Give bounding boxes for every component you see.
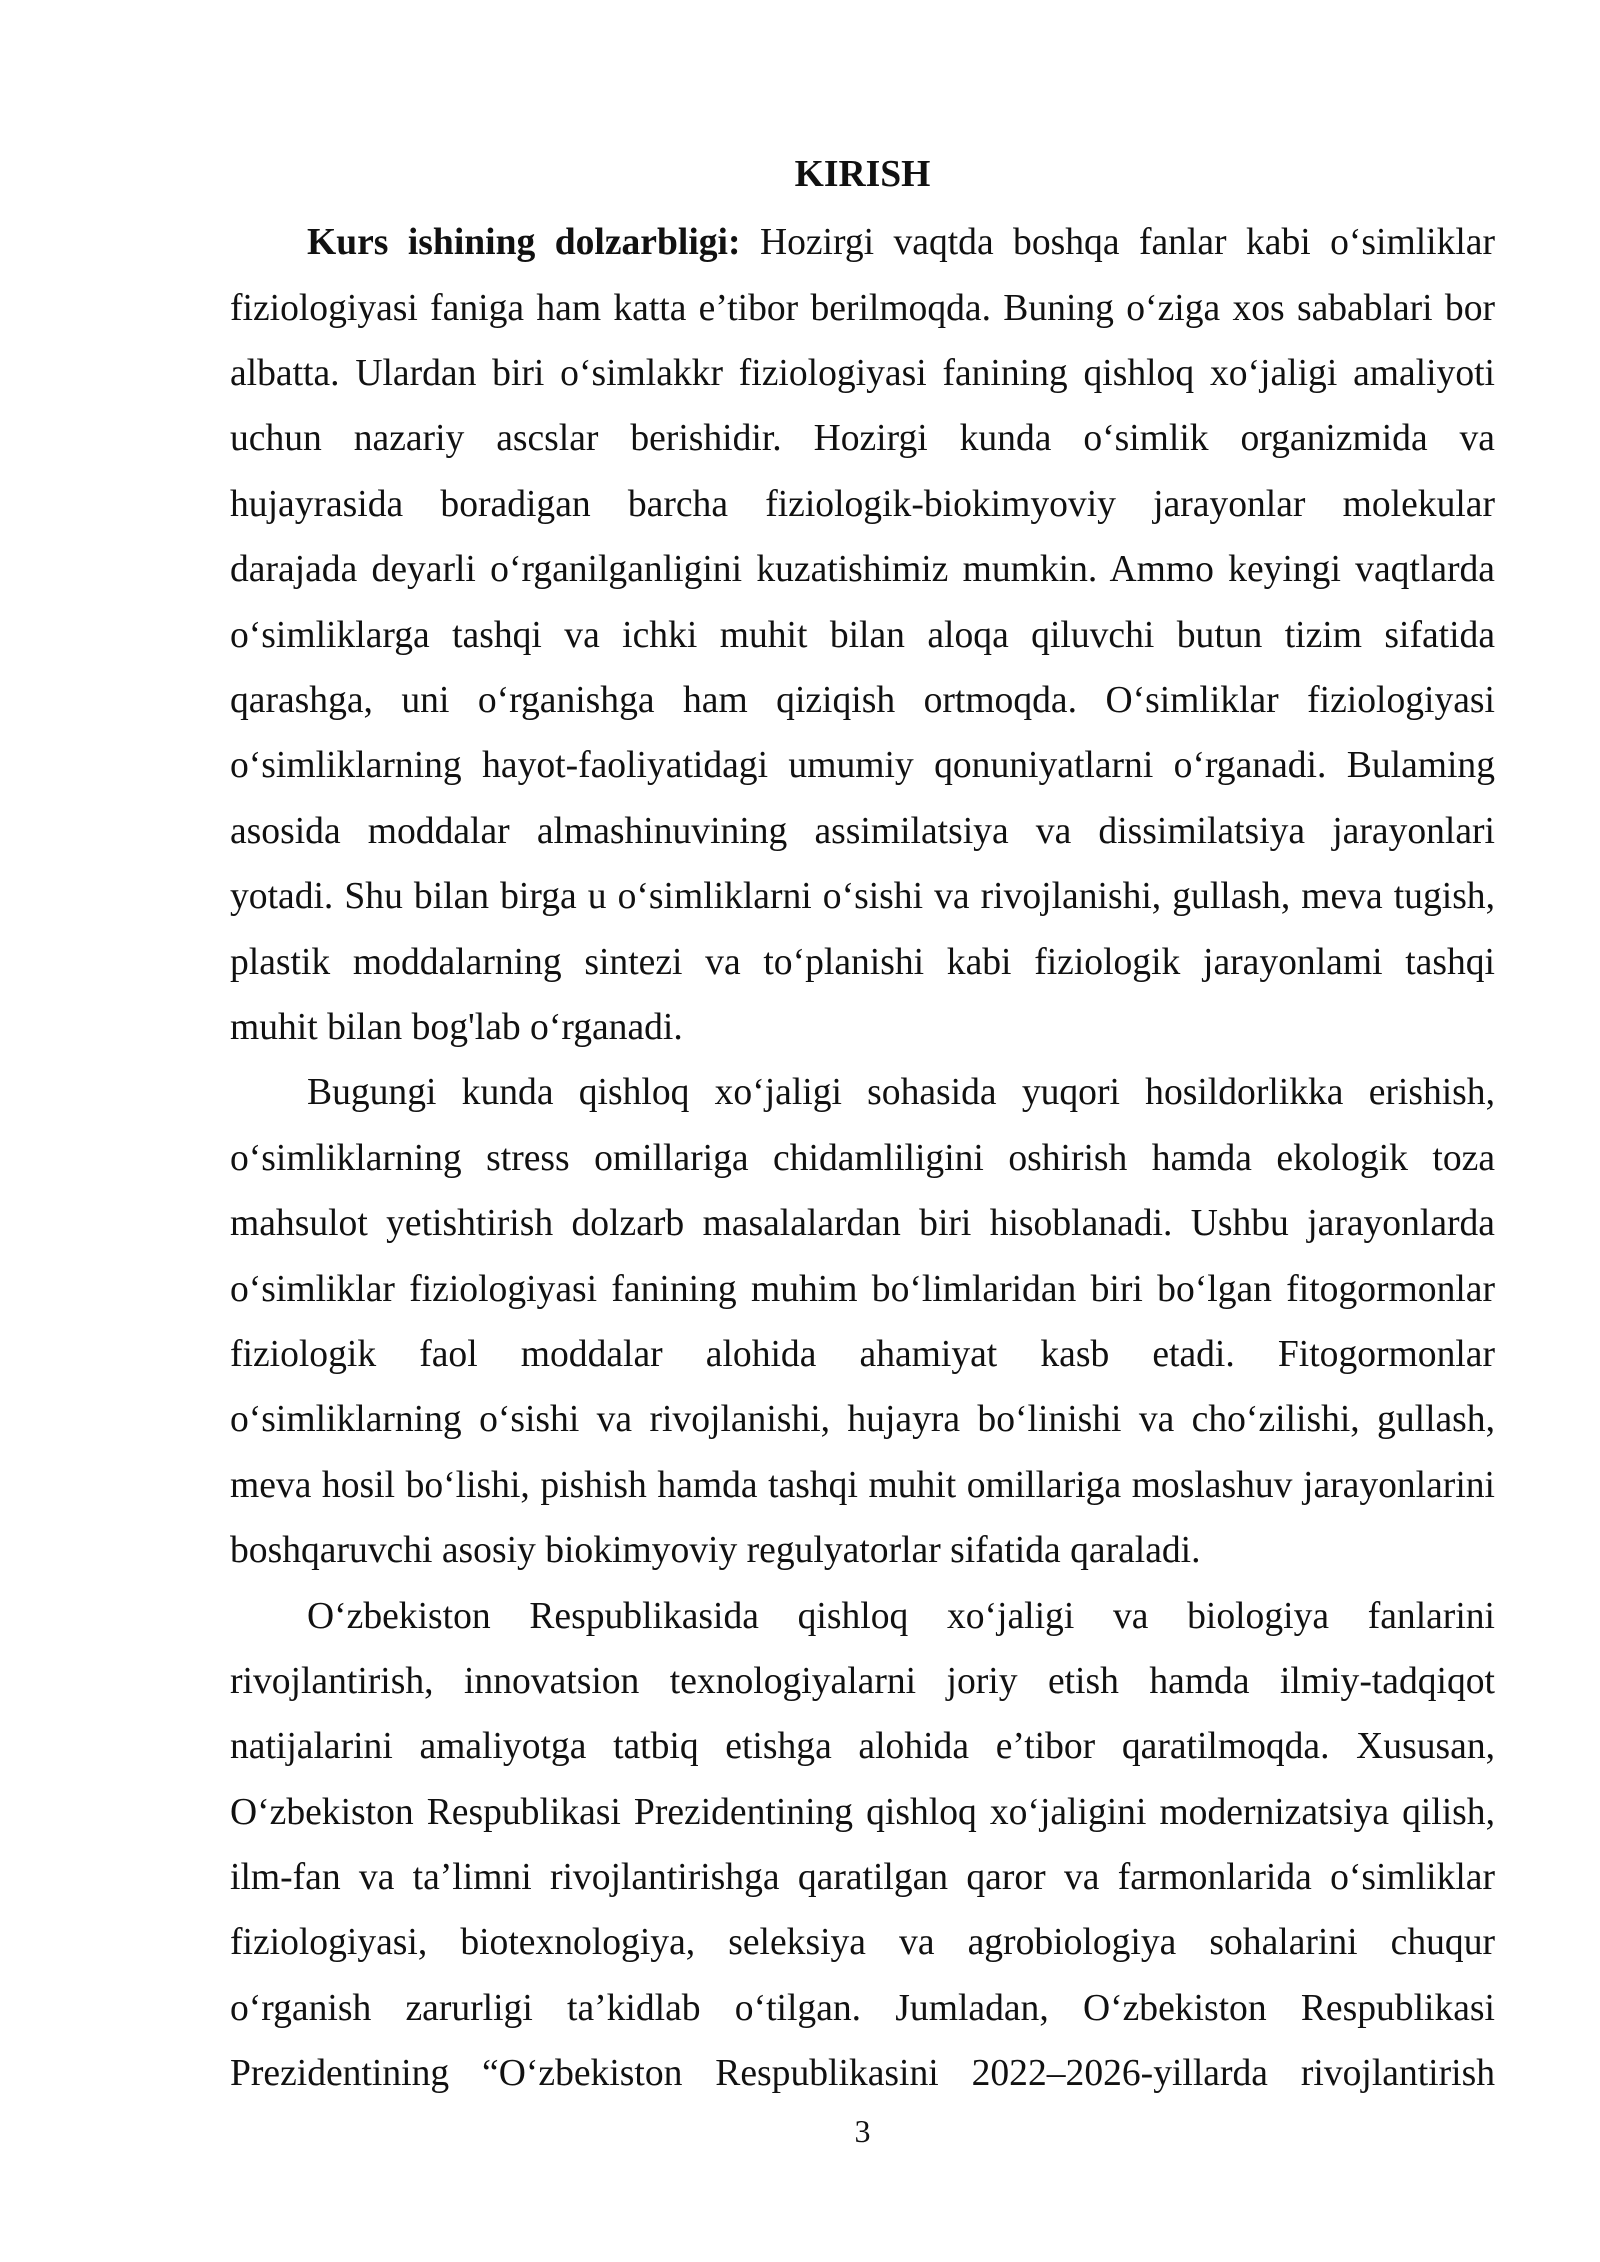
paragraph-phytohormones	[230, 1060, 1495, 1583]
line-text: Hozirgi vaqtda boshqa fanlar kabi o‘simliklar	[759, 222, 1495, 264]
page-number: 3	[854, 2113, 871, 2149]
paragraph-line: plastik moddalarning sintezi va to‘planishi kabi fiziologik jarayonlami tashqi	[230, 941, 1495, 983]
paragraph-line	[230, 210, 1495, 275]
paragraph-lead: Kurs ishining dolzarbligi:	[307, 222, 741, 264]
paragraph-line: fiziologik faol moddalar alohida ahamiyat kasb etadi. Fitogormonlar	[230, 1333, 1495, 1375]
paragraph-line: o‘simliklarga tashqi va ichki muhit bilan aloqa qiluvchi butun tizim sifatida	[230, 614, 1495, 656]
paragraph-line: fiziologiyasi, biotexnologiya, seleksiya va agrobiologiya sohalarini chuqur	[230, 1922, 1495, 1964]
paragraph-line: mahsulot yetishtirish dolzarb masalalardan biri hisoblanadi. Ushbu jarayonlarda	[230, 1203, 1495, 1245]
paragraph-line: albatta. Ulardan biri o‘simlakkr fiziologiyasi fanining qishloq xo‘jaligi amaliyoti	[230, 353, 1495, 395]
paragraph-line: boshqaruvchi asosiy biokimyoviy regulyatorlar sifatida qaraladi.	[230, 1530, 1201, 1572]
paragraph-line: asosida moddalar almashinuvining assimilatsiya va dissimilatsiya jarayonlari	[230, 810, 1495, 852]
paragraph-line: muhit bilan bog'lab o‘rganadi.	[230, 1006, 683, 1048]
paragraph-line: uchun nazariy ascslar berishidir. Hozirgi kunda o‘simlik organizmida va	[230, 418, 1495, 460]
paragraph-line: natijalarini amaliyotga tatbiq etishga alohida e’tibor qaratilmoqda. Xususan,	[230, 1726, 1495, 1768]
paragraph-uzbekistan-policy	[230, 1584, 1495, 2107]
paragraph-line: O‘zbekiston Respublikasi Prezidentining qishloq xo‘jaligini modernizatsiya qilish,	[230, 1791, 1495, 1833]
paragraph-line: Bugungi kunda qishloq xo‘jaligi sohasida yuqori hosildorlikka erishish,	[307, 1072, 1495, 1114]
paragraph-line: yotadi. Shu bilan birga u o‘simliklarni o‘sishi va rivojlanishi, gullash, meva tugish,	[230, 876, 1495, 918]
paragraph-line: O‘zbekiston Respublikasida qishloq xo‘jaligi va biologiya fanlarini	[307, 1595, 1495, 1637]
paragraph-line: rivojlantirish, innovatsion texnologiyalarni joriy etish hamda ilmiy-tadqiqot	[230, 1660, 1495, 1702]
document-body	[230, 210, 1495, 2106]
paragraph-line: Prezidentining “O‘zbekiston Respublikasini 2022–2026-yillarda rivojlantirish	[230, 2053, 1495, 2095]
paragraph-relevance	[230, 210, 1495, 1060]
paragraph-line: o‘simliklarning o‘sishi va rivojlanishi, hujayra bo‘linishi va cho‘zilishi, gullash,	[230, 1399, 1495, 1441]
paragraph-line: qarashga, uni o‘rganishga ham qiziqish ortmoqda. O‘simliklar fiziologiyasi	[230, 680, 1495, 722]
paragraph-line: meva hosil bo‘lishi, pishish hamda tashqi muhit omillariga moslashuv jarayonlarini	[230, 1464, 1495, 1506]
paragraph-line: fiziologiyasi faniga ham katta e’tibor berilmoqda. Buning o‘ziga xos sabablari bor	[230, 287, 1495, 329]
paragraph-line: o‘simliklar fiziologiyasi fanining muhim bo‘limlaridan biri bo‘lgan fitogormonlar	[230, 1268, 1495, 1310]
paragraph-line: o‘rganish zarurligi ta’kidlab o‘tilgan. Jumladan, O‘zbekiston Respublikasi	[230, 1987, 1495, 2029]
paragraph-line: darajada deyarli o‘rganilganligini kuzatishimiz mumkin. Ammo keyingi vaqtlarda	[230, 549, 1495, 591]
paragraph-line: hujayrasida boradigan barcha fiziologik-biokimyoviy jarayonlar molekular	[230, 483, 1495, 525]
paragraph-line: ilm-fan va ta’limni rivojlantirishga qaratilgan qaror va farmonlarida o‘simliklar	[230, 1857, 1495, 1899]
paragraph-line: o‘simliklarning stress omillariga chidamliligini oshirish hamda ekologik toza	[230, 1137, 1495, 1179]
paragraph-line: o‘simliklarning hayot-faoliyatidagi umumiy qonuniyatlarni o‘rganadi. Bulaming	[230, 745, 1495, 787]
section-title: KIRISH	[794, 154, 931, 195]
